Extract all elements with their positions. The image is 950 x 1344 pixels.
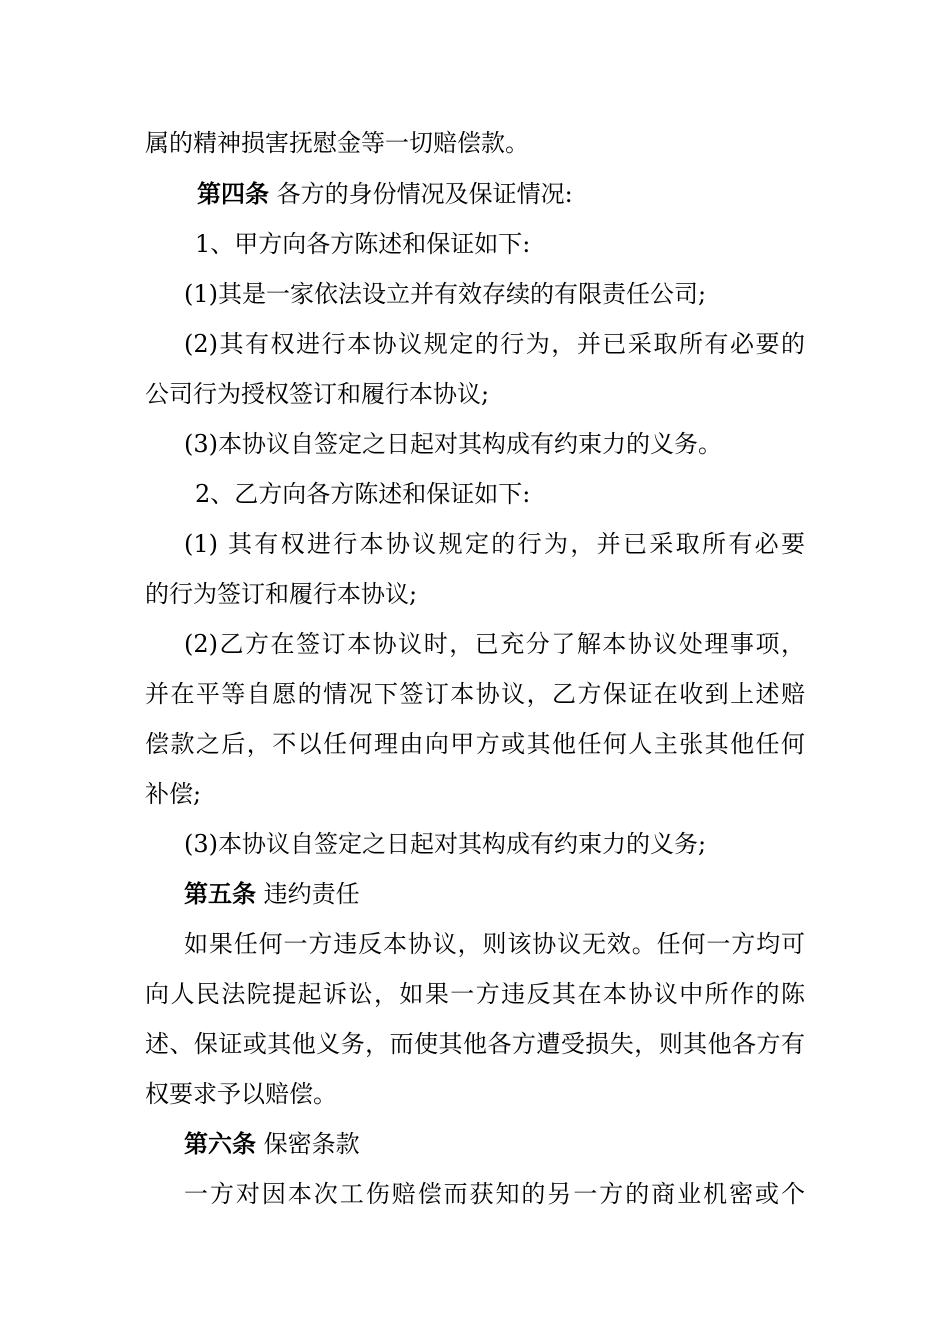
article-6-heading-line: [184, 1129, 360, 1159]
item-continuation-line: 偿款之后，不以任何理由向甲方或其他任何人主张其他任何: [145, 730, 805, 758]
item-line: (3)本协议自签定之日起对其构成有约束力的义务;: [184, 830, 707, 858]
item-continuation-line: 的行为签订和履行本协议;: [145, 580, 418, 608]
paragraph-line: 权要求予以赔偿。: [145, 1080, 337, 1108]
clause-line: 1、甲方向各方陈述和保证如下:: [195, 230, 531, 258]
article-number: 第五条: [184, 879, 256, 908]
article-title: 各方的身份情况及保证情况:: [276, 180, 573, 208]
article-title: 违约责任: [263, 880, 360, 908]
body-line: 属的精神损害抚慰金等一切赔偿款。: [145, 129, 529, 157]
article-4-heading-line: [197, 179, 573, 209]
paragraph-line: 如果任何一方违反本协议，则该协议无效。任何一方均可: [184, 930, 805, 958]
item-continuation-line: 公司行为授权签订和履行本协议;: [145, 380, 490, 408]
item-line: (2)其有权进行本协议规定的行为，并已采取所有必要的: [184, 330, 805, 358]
paragraph-line: 述、保证或其他义务，而使其他各方遭受损失，则其他各方有: [145, 1030, 805, 1058]
item-line: (1)其是一家依法设立并有效存续的有限责任公司;: [184, 280, 707, 308]
article-5-heading-line: [184, 879, 360, 909]
item-line: (3)本协议自签定之日起对其构成有约束力的义务。: [184, 430, 722, 458]
article-number: 第四条: [197, 179, 269, 208]
article-number: 第六条: [184, 1129, 256, 1158]
item-continuation-line: 补偿;: [145, 780, 202, 808]
paragraph-line: 向人民法院提起诉讼，如果一方违反其在本协议中所作的陈: [145, 980, 805, 1008]
item-line: (1) 其有权进行本协议规定的行为，并已采取所有必要: [184, 530, 805, 558]
item-line: (2)乙方在签订本协议时，已充分了解本协议处理事项，: [184, 630, 805, 658]
article-title: 保密条款: [263, 1130, 360, 1158]
item-continuation-line: 并在平等自愿的情况下签订本协议，乙方保证在收到上述赔: [145, 680, 805, 708]
paragraph-line: 一方对因本次工伤赔偿而获知的另一方的商业机密或个: [184, 1180, 805, 1208]
clause-line: 2、乙方向各方陈述和保证如下:: [195, 480, 531, 508]
